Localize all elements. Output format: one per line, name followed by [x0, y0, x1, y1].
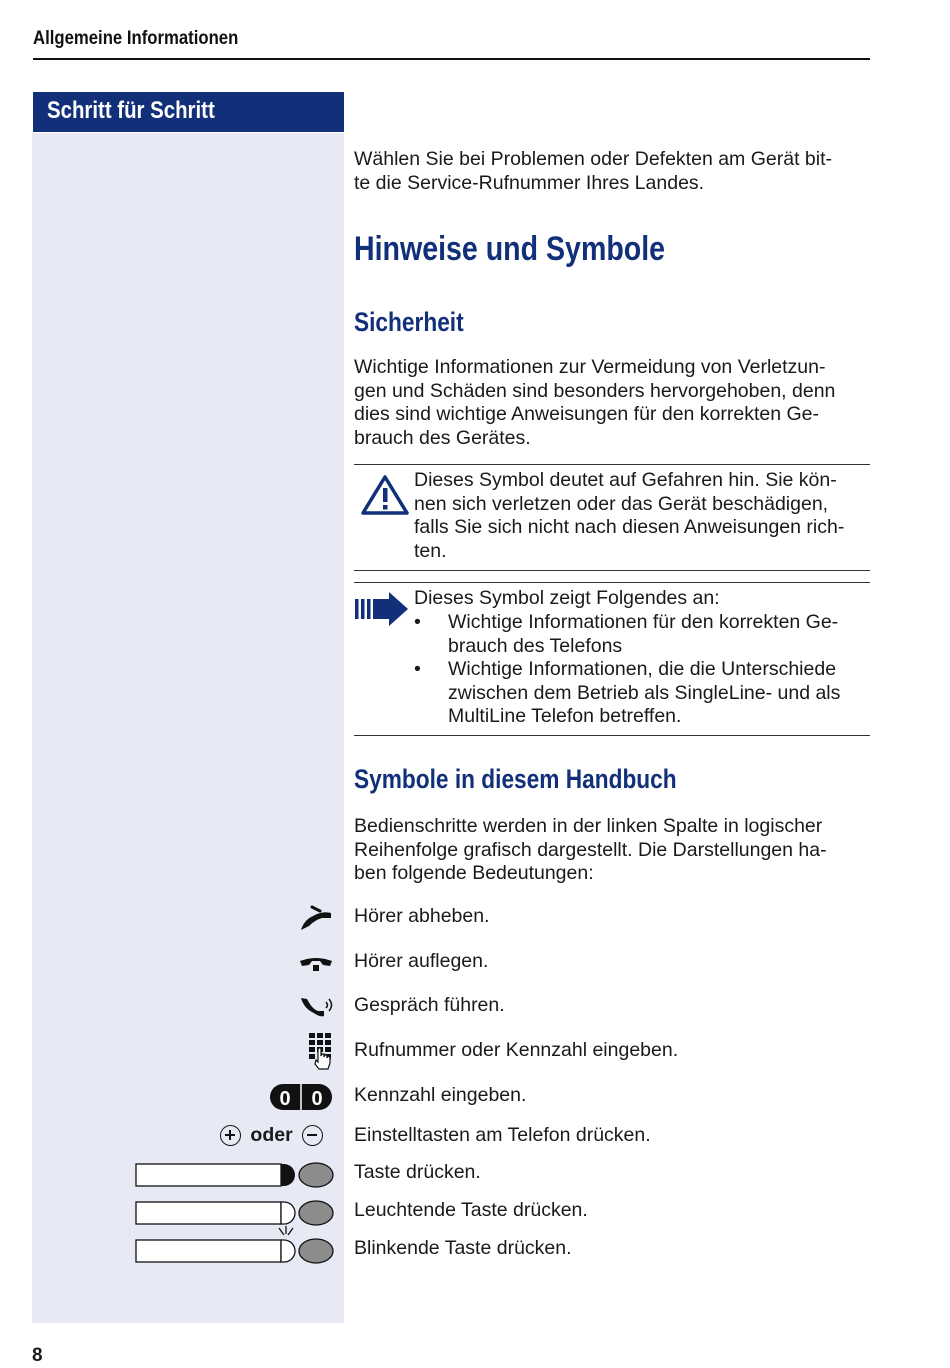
handset-talk-icon [298, 994, 334, 1020]
symbols-line: Reihenfolge grafisch dargestellt. Die Darstellungen ha- [354, 838, 827, 861]
intro-line: te die Service-Rufnummer Ihres Landes. [354, 171, 705, 194]
lit-key-button-icon [135, 1199, 335, 1227]
oder-label: oder [250, 1124, 293, 1147]
intro-line: Wählen Sie bei Problemen oder Defekten am Gerät bit- [354, 148, 832, 170]
symbol-text: Gespräch führen. [354, 994, 505, 1016]
warning-line: nen sich verletzen oder das Gerät beschädigen, [414, 492, 829, 515]
bullet-line: brauch des Telefons [448, 634, 623, 657]
blinking-key-button-icon [135, 1225, 335, 1265]
symbols-line: Bedienschritte werden in der linken Spalte in logischer [354, 815, 823, 837]
warning-bottom-rule [354, 570, 870, 571]
intro-paragraph [354, 148, 874, 195]
header-title: Allgemeine Informationen [33, 28, 239, 49]
bullet-line: zwischen dem Betrieb als SingleLine- und als [448, 681, 841, 704]
plus-icon [220, 1125, 241, 1146]
keypad-icon [308, 1032, 334, 1070]
safety-line: brauch des Gerätes. [354, 426, 531, 449]
warning-line: ten. [414, 539, 447, 562]
info-bullet [414, 658, 870, 729]
symbol-text: Rufnummer oder Kennzahl eingeben. [354, 1039, 679, 1061]
handset-lift-icon [298, 904, 334, 934]
code-keys-icon [268, 1083, 334, 1111]
bullet-dot: • [414, 658, 421, 680]
info-top-rule [354, 582, 870, 583]
code-digit: 0 [279, 1088, 291, 1110]
warning-triangle-icon [360, 474, 410, 516]
symbol-text: Kennzahl eingeben. [354, 1084, 527, 1106]
info-arrow-icon [355, 591, 411, 627]
symbol-text: Hörer abheben. [354, 905, 490, 927]
symbol-text: Hörer auflegen. [354, 950, 489, 972]
symbol-text: Leuchtende Taste drücken. [354, 1199, 588, 1221]
key-button-icon [135, 1161, 335, 1189]
plus-minus-keys-icon [220, 1124, 323, 1150]
info-bullet [414, 611, 870, 658]
header-rule [33, 58, 870, 60]
bullet-line: Wichtige Informationen für den korrekten Ge- [448, 611, 839, 633]
step-column-heading-text: Schritt für Schritt [47, 97, 215, 124]
safety-paragraph [354, 356, 874, 450]
safety-title: Sicherheit [354, 307, 464, 337]
step-column-heading [33, 92, 344, 132]
symbols-paragraph [354, 815, 874, 886]
section-title: Hinweise und Symbole [354, 230, 666, 268]
code-digit: 0 [311, 1088, 323, 1110]
warning-line: falls Sie sich nicht nach diesen Anweisungen rich- [414, 516, 845, 538]
warning-text [414, 469, 844, 563]
bullet-line: MultiLine Telefon betreffen. [448, 705, 682, 727]
info-intro: Dieses Symbol zeigt Folgendes an: [414, 587, 720, 609]
warning-top-rule [354, 464, 870, 465]
minus-icon [302, 1125, 323, 1146]
symbol-text: Einstelltasten am Telefon drücken. [354, 1124, 651, 1146]
info-bottom-rule [354, 735, 870, 736]
safety-line: gen und Schäden sind besonders hervorgehoben, denn [354, 379, 836, 402]
symbol-text: Taste drücken. [354, 1161, 481, 1183]
page-number: 8 [32, 1345, 43, 1366]
symbols-line: ben folgende Bedeutungen: [354, 862, 594, 884]
symbols-title: Symbole in diesem Handbuch [354, 764, 677, 794]
handset-hangup-icon [298, 954, 334, 976]
safety-line: Wichtige Informationen zur Vermeidung von Verletzun- [354, 356, 826, 378]
bullet-line: Wichtige Informationen, die die Unterschiede [448, 658, 837, 680]
warning-line: Dieses Symbol deutet auf Gefahren hin. Sie kön- [414, 469, 837, 491]
bullet-dot: • [414, 611, 421, 633]
symbol-text: Blinkende Taste drücken. [354, 1237, 572, 1259]
safety-line: dies sind wichtige Anweisungen für den korrekten Ge- [354, 403, 820, 425]
